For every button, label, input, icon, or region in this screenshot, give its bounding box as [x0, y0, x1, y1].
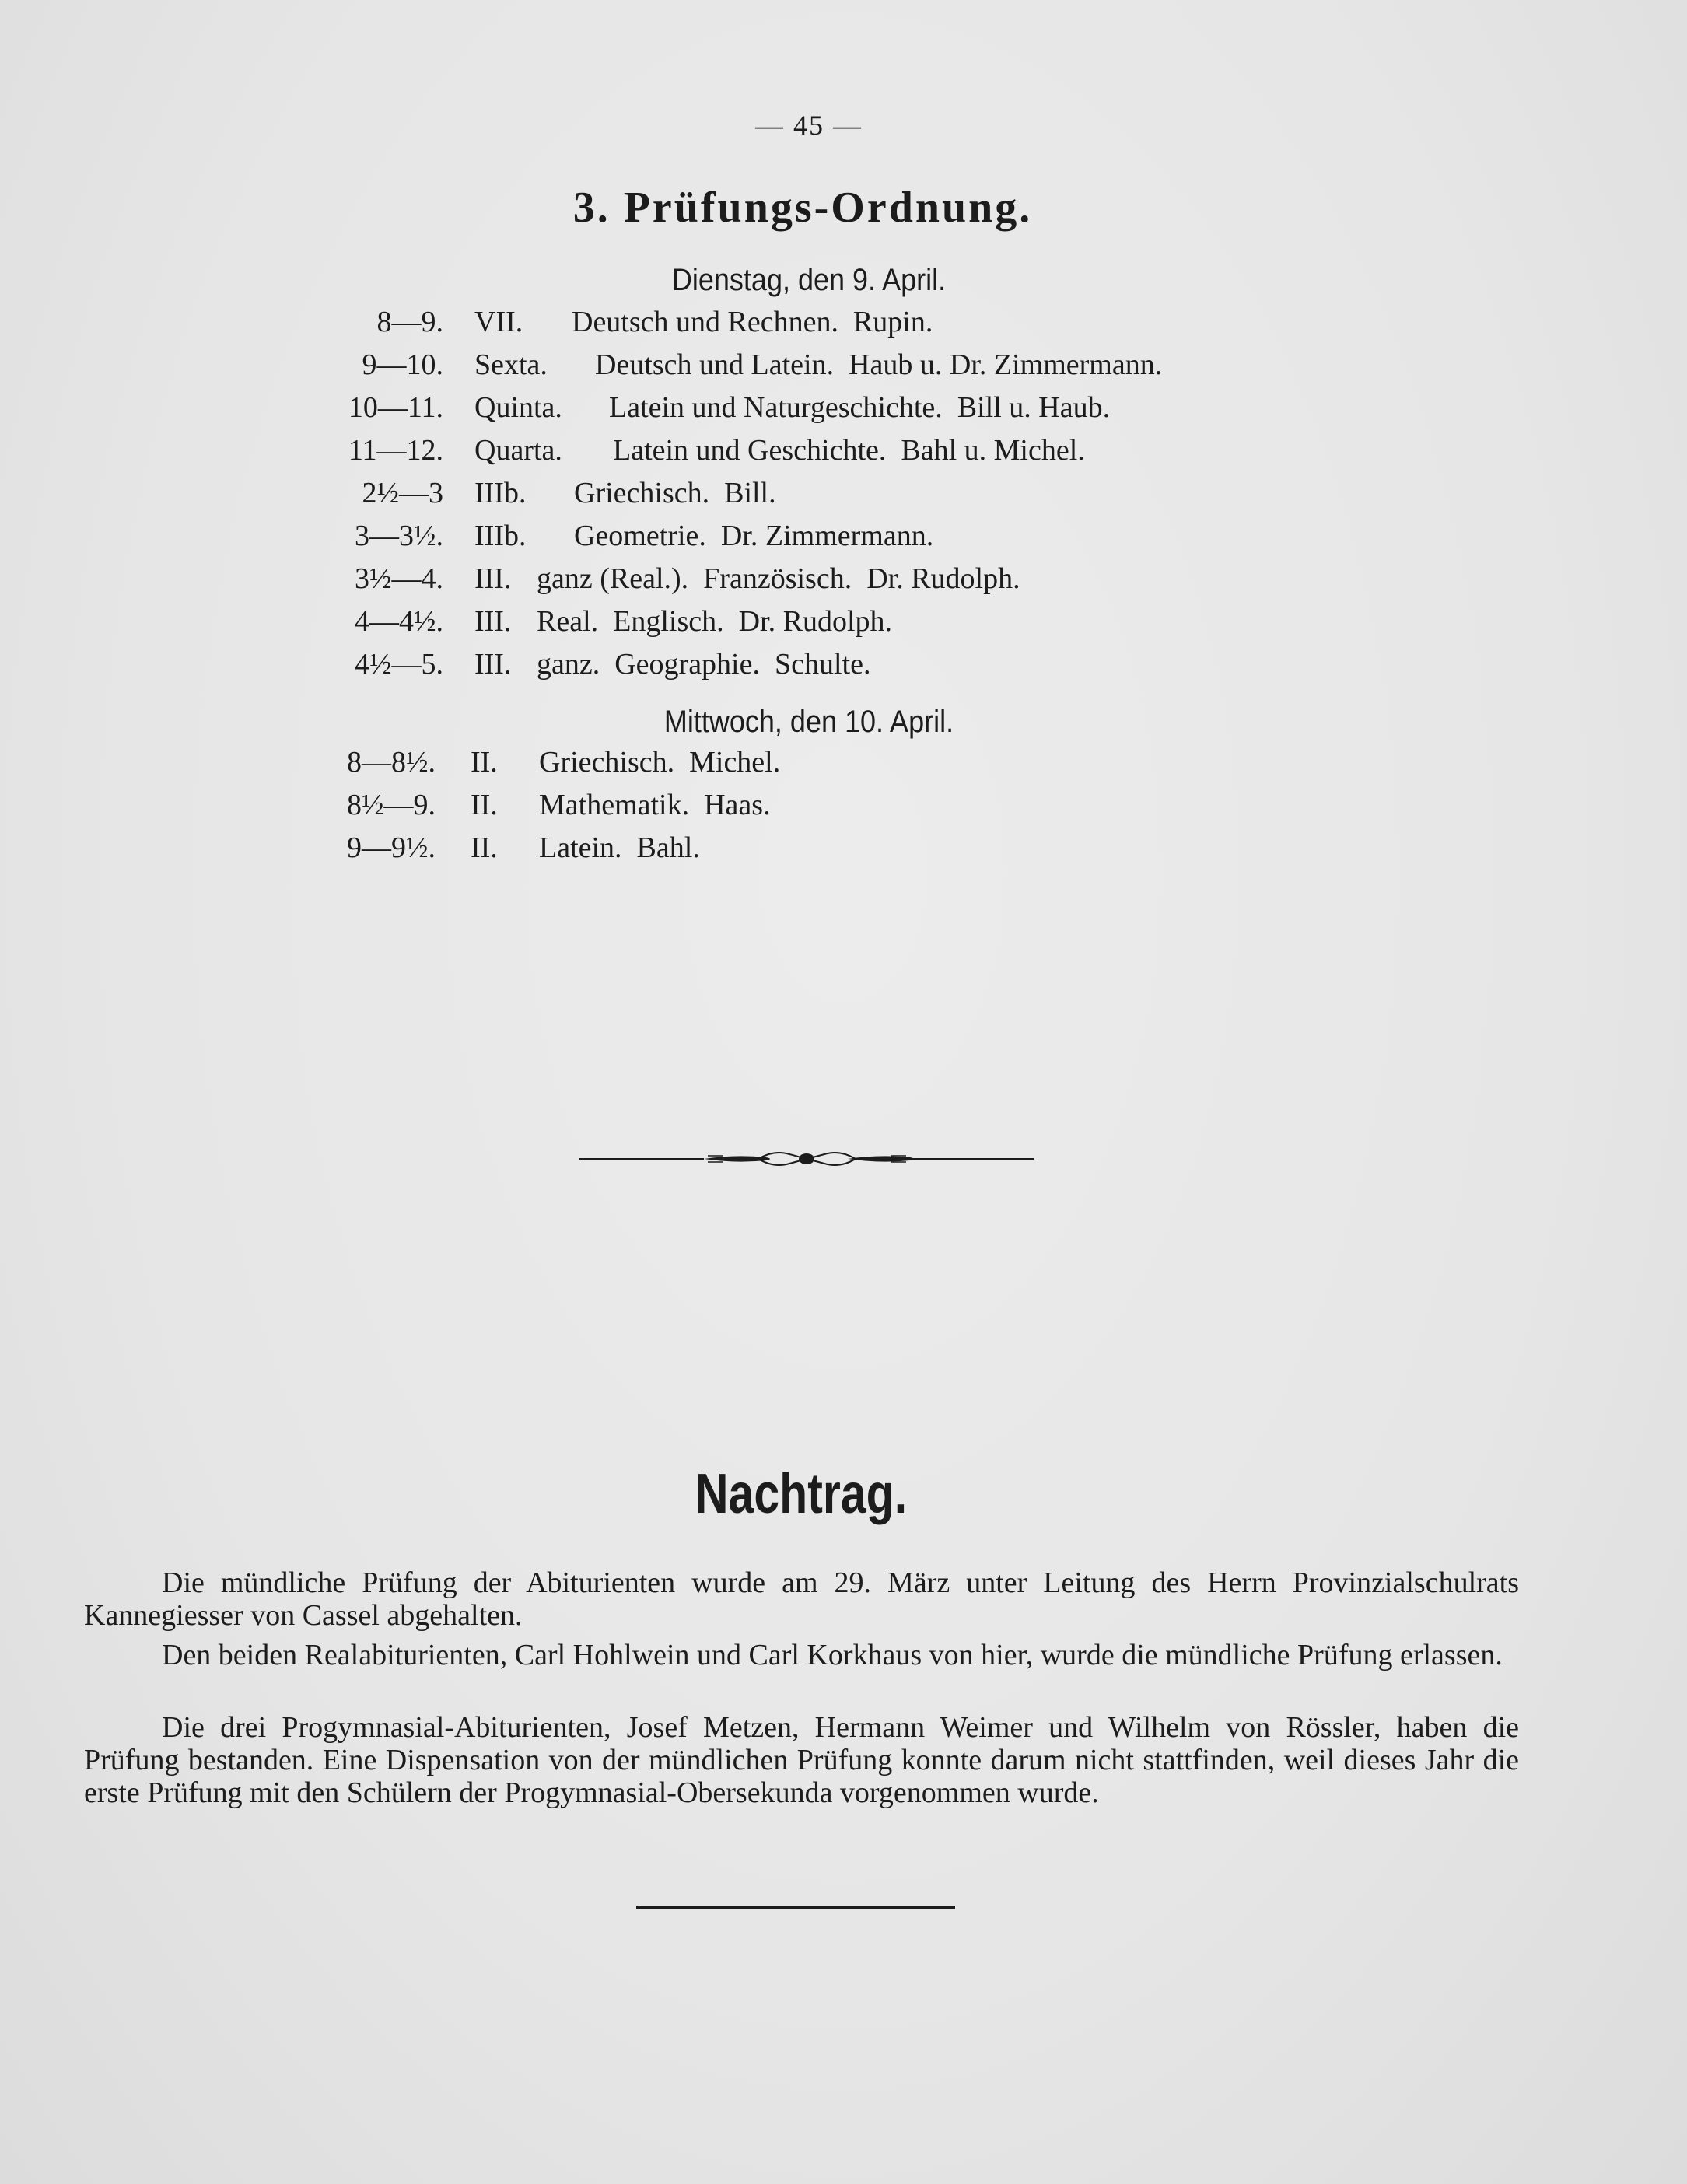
row-time: 9—10. [362, 348, 443, 381]
row-class: Sexta. [474, 348, 548, 381]
paragraph-text: Den beiden Realabiturienten, Carl Hohlwein und Carl Korkhaus von hier, wurde die mündliche Prüfung erlassen. [162, 1639, 1503, 1671]
nachtrag-paragraph [84, 1566, 1519, 1632]
row-time: 10—11. [348, 391, 443, 424]
row-class: VII. [474, 306, 523, 338]
row-class: Quarta. [474, 434, 562, 467]
row-time: 4½—5. [355, 648, 443, 681]
row-subject: Mathematik. Haas. [539, 789, 771, 821]
row-class: II. [471, 831, 498, 864]
row-subject: Griechisch. Bill. [574, 477, 776, 509]
day-heading-dienstag: Dienstag, den 9. April. [671, 263, 947, 297]
row-subject: Deutsch und Latein. Haub u. Dr. Zimmermann. [595, 348, 1163, 381]
ornament-divider-icon [579, 1143, 1034, 1174]
day-heading-mittwoch: Mittwoch, den 10. April. [663, 705, 954, 739]
row-class: III. [474, 605, 512, 638]
row-subject: Latein und Geschichte. Bahl u. Michel. [613, 434, 1085, 467]
row-time: 8—9. [376, 306, 443, 338]
row-subject: Griechisch. Michel. [539, 746, 781, 779]
row-time: 8½—9. [347, 789, 436, 821]
row-time: 9—9½. [347, 831, 436, 864]
row-time: 8—8½. [347, 746, 436, 779]
section-title: 3. Prüfungs-Ordnung. [572, 184, 1033, 232]
row-subject: Deutsch und Rechnen. Rupin. [572, 306, 933, 338]
row-subject: Latein. Bahl. [539, 831, 700, 864]
row-time: 11—12. [348, 434, 443, 467]
row-time: 2½—3 [362, 477, 443, 509]
row-time: 3½—4. [355, 562, 443, 595]
row-class: III. [474, 562, 512, 595]
row-time: 3—3½. [355, 520, 443, 552]
row-class: Quinta. [474, 391, 562, 424]
row-subject: ganz. Geographie. Schulte. [537, 648, 871, 681]
row-time: 4—4½. [355, 605, 443, 638]
nachtrag-paragraph [84, 1639, 1519, 1671]
row-class: IIIb. [474, 477, 527, 509]
row-class: IIIb. [474, 520, 527, 552]
row-subject: Latein und Naturgeschichte. Bill u. Haub. [609, 391, 1111, 424]
row-class: II. [471, 746, 498, 779]
row-subject: Geometrie. Dr. Zimmermann. [574, 520, 934, 552]
nachtrag-heading: Nachtrag. [695, 1463, 908, 1525]
row-subject: ganz (Real.). Französisch. Dr. Rudolph. [537, 562, 1020, 595]
row-subject: Real. Englisch. Dr. Rudolph. [537, 605, 893, 638]
paragraph-text: Die drei Progymnasial-Abiturienten, Josef Metzen, Hermann Weimer und Wilhelm von Rössler, haben die Prüfung bestanden. Eine Dispensation von der mündlichen Prüfung konnte darum nicht stattfinden, weil dieses Jahr die erste Prüfung mit den Schülern der Progymnasial-Obersekunda vorgenommen wurde. [84, 1711, 1519, 1809]
page-number: — 45 — [755, 110, 863, 141]
paragraph-text: Die mündliche Prüfung der Abiturienten wurde am 29. März unter Leitung des Herrn Provinzialschulrats Kannegiesser von Cassel abgehalten. [84, 1566, 1519, 1632]
end-rule-divider [636, 1906, 955, 1909]
nachtrag-paragraph [84, 1711, 1519, 1809]
row-class: III. [474, 648, 512, 681]
row-class: II. [471, 789, 498, 821]
